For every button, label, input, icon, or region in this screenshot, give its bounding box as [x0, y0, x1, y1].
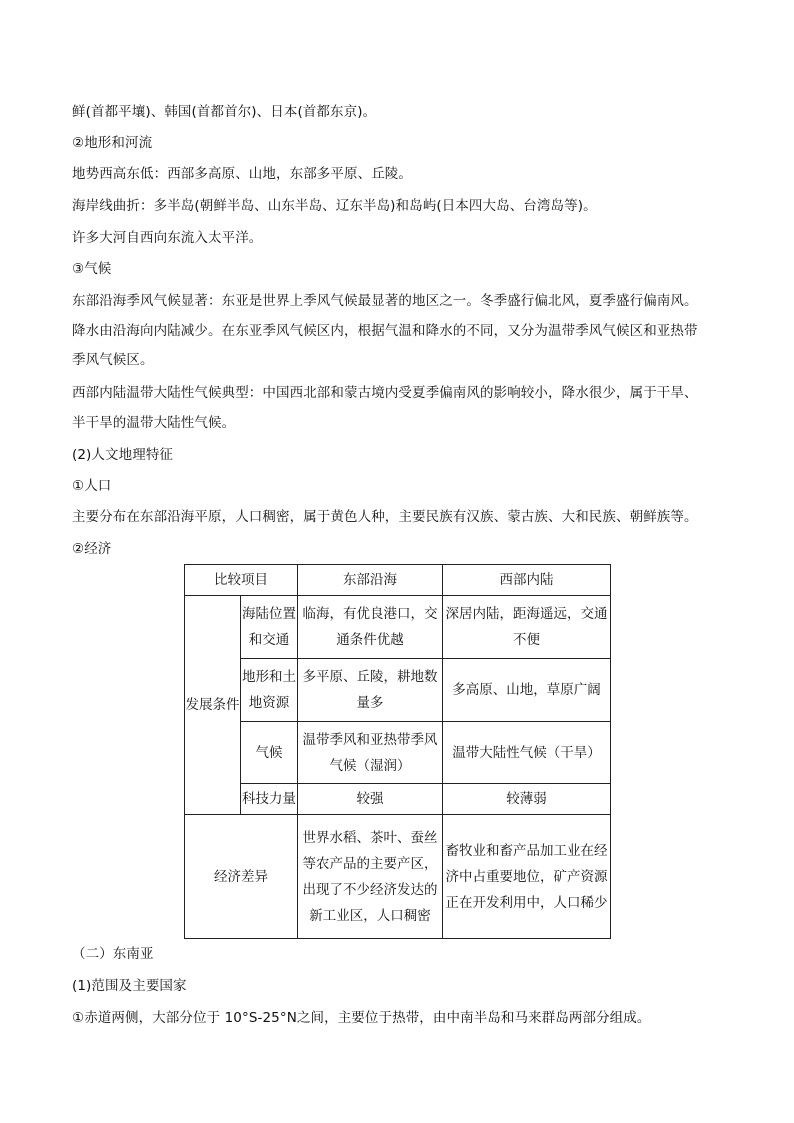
text-line: 降水由沿海向内陆减少。在东亚季风气候区内，根据气温和降水的不同，又分为温带季风气候区和亚热带: [72, 323, 698, 339]
subheading-human-geography: (2)人文地理特征: [72, 447, 174, 463]
row-item: 地形和土地资源: [241, 659, 298, 722]
text-line: 主要分布在东部沿海平原，人口稠密，属于黄色人种，主要民族有汉族、蒙古族、大和民族、朝鲜族等。: [72, 509, 698, 525]
subheading-terrain: ②地形和河流: [72, 135, 153, 151]
section-heading-southeast-asia: （二）东南亚: [72, 946, 154, 962]
header-west: 西部内陆: [443, 565, 611, 596]
row-west: 多高原、山地，草原广阔: [443, 659, 611, 722]
text-line: 半干旱的温带大陆性气候。: [72, 415, 236, 431]
row-east: 较强: [298, 784, 443, 815]
group-label-cell: 发展条件: [185, 596, 241, 815]
text-line: 西部内陆温带大陆性气候典型：中国西北部和蒙古境内受夏季偏南风的影响较小，降水很少，属于干旱、: [72, 385, 698, 401]
table-row: [185, 659, 611, 722]
row-east: 温带季风和亚热带季风气候（湿润）: [298, 722, 443, 784]
row-item: 海陆位置和交通: [241, 596, 298, 659]
table-row-economy: [185, 815, 611, 939]
row-east: 多平原、丘陵，耕地数量多: [298, 659, 443, 722]
text-line: ①赤道两侧，大部分位于 10°S-25°N之间，主要位于热带，由中南半岛和马来群岛两部分组成。: [72, 1010, 651, 1026]
row-item: 科技力量: [241, 784, 298, 815]
text-line: 季风气候区。: [72, 352, 154, 368]
econ-east-cell: 世界水稻、茶叶、蚕丝等农产品的主要产区，出现了不少经济发达的新工业区，人口稠密: [298, 815, 443, 939]
table-row: [185, 784, 611, 815]
text-line: 海岸线曲折：多半岛(朝鲜半岛、山东半岛、辽东半岛)和岛屿(日本四大岛、台湾岛等)。: [72, 198, 597, 214]
subheading-population: ①人口: [72, 478, 112, 494]
text-line: 东部沿海季风气候显著：东亚是世界上季风气候最显著的地区之一。冬季盛行偏北风，夏季盛行偏南风。: [72, 293, 698, 309]
header-item: 比较项目: [185, 565, 298, 596]
econ-label-cell: 经济差异: [185, 815, 298, 939]
table-header-row: [185, 565, 611, 596]
text-line: 鲜(首都平壤)、韩国(首都首尔)、日本(首都东京)。: [72, 104, 377, 120]
table-row: [185, 722, 611, 784]
text-line: 地势西高东低：西部多高原、山地，东部多平原、丘陵。: [72, 166, 412, 182]
row-item: 气候: [241, 722, 298, 784]
comparison-table: [184, 564, 611, 939]
row-west: 较薄弱: [443, 784, 611, 815]
row-west: 深居内陆，距海遥远，交通不便: [443, 596, 611, 659]
subheading-economy: ②经济: [72, 541, 112, 557]
row-west: 温带大陆性气候（干旱）: [443, 722, 611, 784]
subheading-scope: (1)范围及主要国家: [72, 978, 187, 994]
text-line: 许多大河自西向东流入太平洋。: [72, 230, 263, 246]
table-row: [185, 596, 611, 659]
row-east: 临海，有优良港口，交通条件优越: [298, 596, 443, 659]
header-east: 东部沿海: [298, 565, 443, 596]
econ-west-cell: 畜牧业和畜产品加工业在经济中占重要地位，矿产资源正在开发利用中，人口稀少: [443, 815, 611, 939]
subheading-climate: ③气候: [72, 261, 112, 277]
